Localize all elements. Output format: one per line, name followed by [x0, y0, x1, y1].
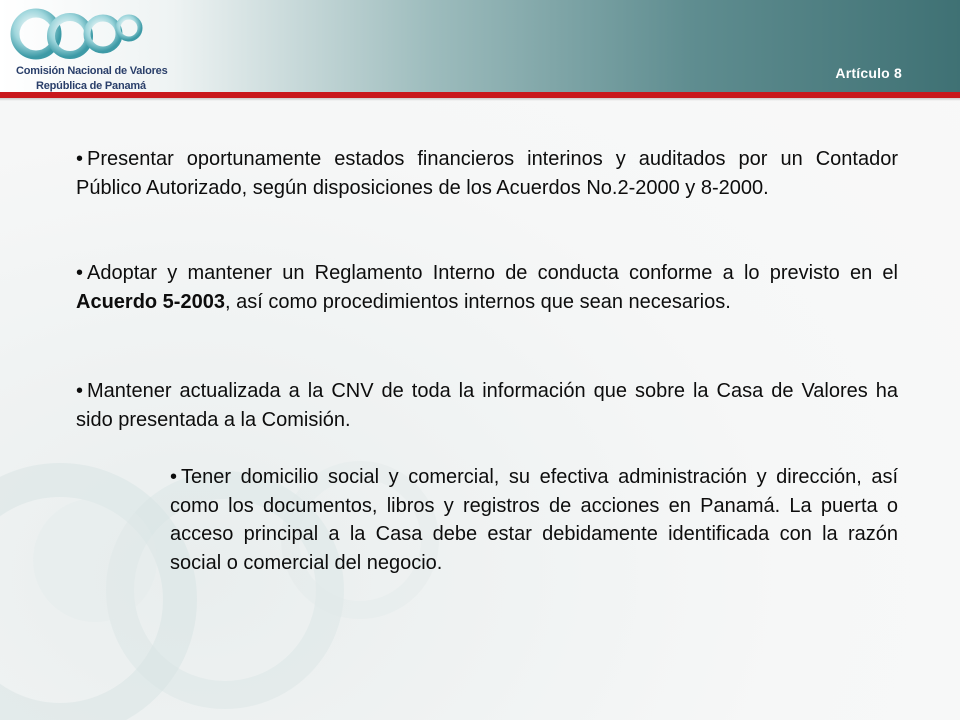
bullet-item-4 — [170, 463, 898, 577]
bullet-item-2 — [76, 259, 898, 316]
section-title: Artículo 8 — [835, 65, 902, 81]
logo-country: República de Panamá — [36, 80, 146, 92]
bullet-item-1 — [76, 145, 898, 202]
logo-org-name: Comisión Nacional de Valores — [16, 65, 168, 77]
bullet-text: Presentar oportunamente estados financieros interinos y auditados por un Contador Público Autorizado, según disposiciones de los Acuerdos No.2-2000 y 8-2000. — [76, 148, 898, 199]
bullet-text: Tener domicilio social y comercial, su efectiva administración y dirección, así como los documentos, libros y registros de acciones en Panamá. La puerta o acceso principal a la Casa debe estar debidamente identificada con la razón social o comercial del negocio. — [170, 466, 898, 574]
bullet-bold-reference: Acuerdo 5-2003 — [76, 290, 225, 313]
cnv-logo — [8, 6, 178, 90]
bullet-glyph: • — [76, 262, 84, 284]
bullet-glyph: • — [170, 466, 178, 488]
bullet-item-3 — [76, 377, 898, 434]
header-divider-shadow — [0, 98, 960, 101]
bullet-text: Mantener actualizada a la CNV de toda la información que sobre la Casa de Valores ha sido presentada a la Comisión. — [76, 380, 898, 431]
logo-circles-icon — [8, 6, 178, 66]
bullet-text-continued: , así como procedimientos internos que sean necesarios. — [224, 290, 731, 313]
bullet-glyph: • — [76, 148, 84, 170]
bullet-text: Adoptar y mantener un Reglamento Interno de conducta conforme a lo previsto en el — [87, 262, 898, 284]
bullet-glyph: • — [76, 380, 84, 402]
